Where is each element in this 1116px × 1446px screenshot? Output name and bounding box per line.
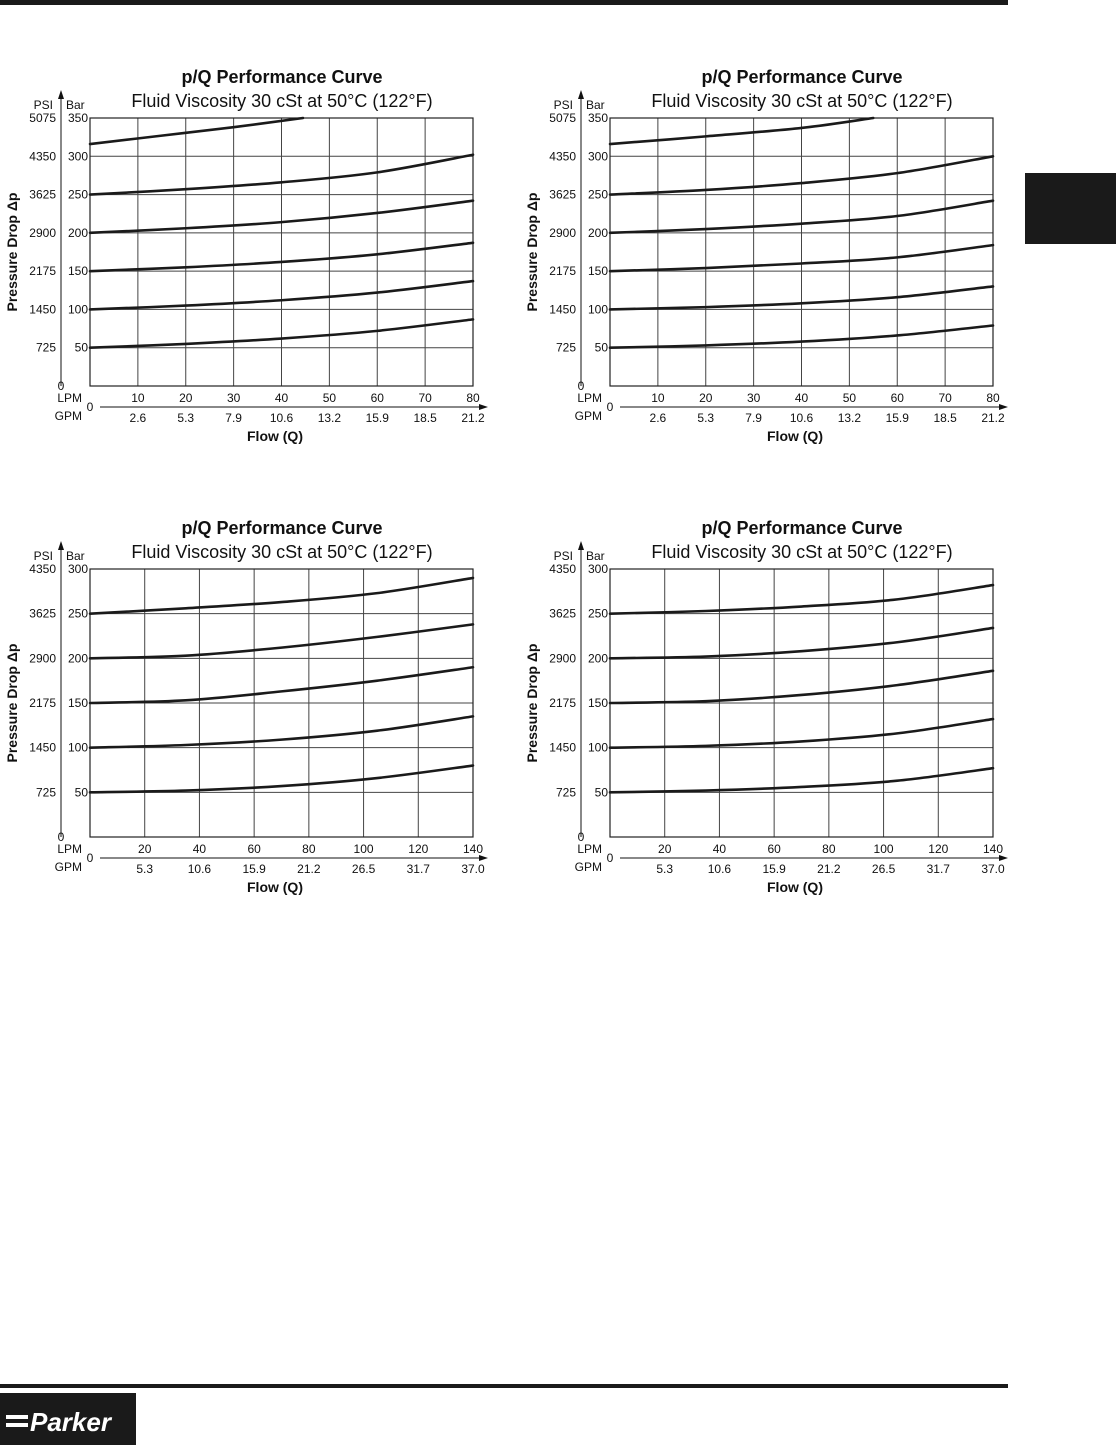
x-tick-gpm: 10.6 bbox=[269, 411, 294, 425]
x-zero-label: 0 bbox=[606, 400, 614, 414]
x-tick-gpm: 37.0 bbox=[461, 862, 485, 876]
bar-unit-label: Bar bbox=[586, 98, 605, 112]
x-tick-lpm: 80 bbox=[302, 842, 316, 856]
x-tick-gpm: 2.6 bbox=[129, 411, 147, 425]
pressure-curve-series-1 bbox=[610, 768, 993, 792]
y-tick-psi: 1450 bbox=[29, 302, 56, 317]
x-zero-label: 0 bbox=[86, 851, 94, 865]
y-tick-bar: 300 bbox=[587, 562, 608, 576]
x-zero-label: 0 bbox=[86, 400, 94, 414]
x-tick-gpm: 10.6 bbox=[187, 862, 212, 876]
pressure-curve-series-3 bbox=[610, 671, 993, 703]
x-axis-arrow-icon bbox=[479, 404, 488, 410]
y-tick-psi: 4350 bbox=[549, 149, 576, 164]
x-tick-gpm: 7.9 bbox=[225, 411, 242, 425]
y-tick-bar: 300 bbox=[67, 562, 88, 576]
x-tick-lpm: 10 bbox=[131, 391, 145, 405]
y-axis-arrow-icon bbox=[58, 90, 64, 99]
y-tick-bar: 350 bbox=[67, 111, 88, 125]
x-tick-lpm: 120 bbox=[928, 842, 949, 856]
y-tick-bar: 300 bbox=[587, 149, 608, 164]
x-tick-gpm: 5.3 bbox=[697, 411, 715, 425]
y-tick-bar: 200 bbox=[587, 651, 608, 666]
y-tick-bar: 200 bbox=[67, 225, 88, 240]
performance-chart-3 bbox=[0, 511, 500, 931]
y-zero-label: 0 bbox=[57, 830, 65, 844]
pressure-curve-series-4 bbox=[610, 628, 993, 658]
chart-subtitle: Fluid Viscosity 30 cSt at 50°C (122°F) bbox=[651, 542, 953, 562]
lpm-unit-label: LPM bbox=[577, 842, 602, 856]
psi-unit-label: PSI bbox=[33, 98, 53, 112]
y-tick-bar: 250 bbox=[587, 606, 608, 621]
x-zero-label: 0 bbox=[606, 851, 614, 865]
psi-unit-label: PSI bbox=[33, 549, 53, 563]
x-tick-lpm: 80 bbox=[466, 391, 480, 405]
y-tick-bar: 100 bbox=[587, 302, 608, 317]
x-tick-gpm: 10.6 bbox=[707, 862, 732, 876]
y-tick-psi: 4350 bbox=[549, 562, 576, 576]
y-tick-psi: 5075 bbox=[29, 111, 56, 125]
y-tick-bar: 100 bbox=[67, 302, 88, 317]
x-tick-lpm: 30 bbox=[226, 391, 241, 405]
gpm-unit-label: GPM bbox=[574, 409, 602, 423]
x-tick-gpm: 7.9 bbox=[745, 411, 762, 425]
y-tick-bar: 250 bbox=[67, 187, 88, 202]
y-tick-psi: 3625 bbox=[549, 606, 576, 621]
x-tick-gpm: 21.2 bbox=[297, 862, 321, 876]
y-tick-bar: 100 bbox=[67, 740, 88, 755]
x-tick-lpm: 20 bbox=[179, 391, 193, 405]
pressure-curve-series-2 bbox=[610, 719, 993, 748]
y-tick-psi: 2175 bbox=[29, 264, 56, 279]
y-tick-bar: 50 bbox=[594, 340, 608, 355]
x-tick-lpm: 120 bbox=[408, 842, 429, 856]
y-tick-bar: 100 bbox=[587, 740, 608, 755]
x-tick-lpm: 140 bbox=[982, 842, 1004, 856]
chart-svg bbox=[520, 60, 1020, 480]
lpm-unit-label: LPM bbox=[577, 391, 602, 405]
y-tick-psi: 725 bbox=[555, 785, 576, 800]
gpm-unit-label: GPM bbox=[54, 860, 82, 874]
chart-svg bbox=[0, 511, 500, 931]
x-tick-gpm: 5.3 bbox=[656, 862, 674, 876]
y-axis-title: Pressure Drop Δp bbox=[4, 192, 20, 312]
x-tick-gpm: 15.9 bbox=[762, 862, 786, 876]
x-tick-lpm: 40 bbox=[274, 391, 289, 405]
y-tick-psi: 4350 bbox=[29, 562, 56, 576]
x-tick-lpm: 50 bbox=[322, 391, 337, 405]
y-zero-label: 0 bbox=[57, 379, 65, 393]
psi-unit-label: PSI bbox=[553, 98, 573, 112]
x-tick-lpm: 140 bbox=[462, 842, 484, 856]
x-tick-lpm: 10 bbox=[651, 391, 665, 405]
y-tick-psi: 725 bbox=[555, 340, 576, 355]
y-tick-psi: 1450 bbox=[549, 740, 576, 755]
y-axis-title: Pressure Drop Δp bbox=[4, 643, 20, 763]
y-tick-psi: 1450 bbox=[29, 740, 56, 755]
y-tick-psi: 725 bbox=[35, 340, 56, 355]
y-tick-bar: 350 bbox=[587, 111, 608, 125]
chart-title: p/Q Performance Curve bbox=[701, 518, 903, 538]
pressure-curve-series-3 bbox=[90, 667, 473, 703]
x-tick-gpm: 13.2 bbox=[837, 411, 862, 425]
gpm-unit-label: GPM bbox=[54, 409, 82, 423]
pressure-curve-series-1 bbox=[90, 766, 473, 793]
y-tick-psi: 1450 bbox=[549, 302, 576, 317]
x-tick-gpm: 26.5 bbox=[871, 862, 896, 876]
bar-unit-label: Bar bbox=[66, 549, 85, 563]
x-tick-lpm: 20 bbox=[658, 842, 672, 856]
y-tick-psi: 2900 bbox=[29, 225, 56, 240]
chart-subtitle: Fluid Viscosity 30 cSt at 50°C (122°F) bbox=[131, 542, 433, 562]
y-axis-arrow-icon bbox=[578, 90, 584, 99]
x-axis-arrow-icon bbox=[999, 404, 1008, 410]
y-tick-psi: 2900 bbox=[549, 225, 576, 240]
x-tick-lpm: 60 bbox=[247, 842, 261, 856]
y-tick-psi: 725 bbox=[35, 785, 56, 800]
x-tick-gpm: 5.3 bbox=[136, 862, 154, 876]
x-tick-gpm: 10.6 bbox=[789, 411, 814, 425]
x-axis-title: Flow (Q) bbox=[767, 428, 823, 444]
y-axis-arrow-icon bbox=[578, 541, 584, 550]
lpm-unit-label: LPM bbox=[57, 842, 82, 856]
y-tick-psi: 3625 bbox=[549, 187, 576, 202]
psi-unit-label: PSI bbox=[553, 549, 573, 563]
y-tick-bar: 50 bbox=[594, 785, 608, 800]
y-tick-bar: 200 bbox=[587, 225, 608, 240]
chart-subtitle: Fluid Viscosity 30 cSt at 50°C (122°F) bbox=[651, 91, 953, 111]
y-tick-bar: 50 bbox=[74, 785, 88, 800]
x-tick-lpm: 80 bbox=[822, 842, 836, 856]
x-tick-lpm: 40 bbox=[192, 842, 207, 856]
y-tick-bar: 250 bbox=[67, 606, 88, 621]
y-tick-psi: 2900 bbox=[29, 651, 56, 666]
y-tick-bar: 150 bbox=[587, 696, 608, 710]
pressure-curve-series-4 bbox=[90, 624, 473, 658]
x-tick-lpm: 20 bbox=[699, 391, 713, 405]
section-tab-marker bbox=[1025, 173, 1116, 244]
y-tick-psi: 3625 bbox=[29, 606, 56, 621]
y-zero-label: 0 bbox=[577, 830, 585, 844]
y-tick-bar: 50 bbox=[74, 340, 88, 355]
performance-chart-1 bbox=[0, 60, 500, 480]
x-tick-gpm: 2.6 bbox=[649, 411, 667, 425]
y-tick-bar: 300 bbox=[67, 149, 88, 164]
pressure-curve-series-6 bbox=[610, 118, 873, 144]
y-zero-label: 0 bbox=[577, 379, 585, 393]
y-axis-title: Pressure Drop Δp bbox=[524, 192, 540, 312]
x-tick-lpm: 40 bbox=[794, 391, 809, 405]
y-axis-title: Pressure Drop Δp bbox=[524, 643, 540, 763]
x-tick-lpm: 80 bbox=[986, 391, 1000, 405]
x-axis-title: Flow (Q) bbox=[767, 879, 823, 895]
y-tick-bar: 150 bbox=[67, 696, 88, 710]
performance-chart-2 bbox=[520, 60, 1020, 480]
x-tick-lpm: 60 bbox=[370, 391, 384, 405]
x-tick-gpm: 31.7 bbox=[926, 862, 950, 876]
x-tick-gpm: 21.2 bbox=[981, 411, 1005, 425]
x-tick-gpm: 37.0 bbox=[981, 862, 1005, 876]
y-axis-arrow-icon bbox=[58, 541, 64, 550]
x-tick-lpm: 30 bbox=[746, 391, 761, 405]
x-tick-gpm: 15.9 bbox=[365, 411, 389, 425]
chart-title: p/Q Performance Curve bbox=[181, 67, 383, 87]
performance-chart-4 bbox=[520, 511, 1020, 931]
x-tick-gpm: 15.9 bbox=[242, 862, 266, 876]
x-tick-gpm: 21.2 bbox=[461, 411, 485, 425]
x-tick-gpm: 13.2 bbox=[317, 411, 342, 425]
bottom-rule bbox=[0, 1384, 1008, 1388]
pressure-curve-series-5 bbox=[90, 578, 473, 614]
x-tick-lpm: 70 bbox=[418, 391, 432, 405]
chart-svg bbox=[0, 60, 500, 480]
chart-title: p/Q Performance Curve bbox=[181, 518, 383, 538]
y-tick-psi: 2175 bbox=[29, 696, 56, 710]
pressure-curve-series-5 bbox=[610, 585, 993, 614]
x-tick-lpm: 70 bbox=[938, 391, 952, 405]
pressure-curve-series-6 bbox=[90, 118, 303, 144]
chart-svg bbox=[520, 511, 1020, 931]
gpm-unit-label: GPM bbox=[574, 860, 602, 874]
chart-title: p/Q Performance Curve bbox=[701, 67, 903, 87]
x-tick-gpm: 18.5 bbox=[933, 411, 957, 425]
top-rule bbox=[0, 0, 1008, 5]
pressure-curve-series-2 bbox=[90, 716, 473, 747]
logo-text: Parker bbox=[30, 1407, 111, 1437]
x-tick-gpm: 26.5 bbox=[351, 862, 376, 876]
y-tick-psi: 3625 bbox=[29, 187, 56, 202]
x-tick-lpm: 40 bbox=[712, 842, 727, 856]
y-tick-bar: 150 bbox=[67, 264, 88, 279]
x-tick-lpm: 50 bbox=[842, 391, 857, 405]
bar-unit-label: Bar bbox=[66, 98, 85, 112]
chart-subtitle: Fluid Viscosity 30 cSt at 50°C (122°F) bbox=[131, 91, 433, 111]
y-tick-bar: 150 bbox=[587, 264, 608, 279]
y-tick-psi: 2900 bbox=[549, 651, 576, 666]
x-axis-title: Flow (Q) bbox=[247, 428, 303, 444]
x-tick-gpm: 18.5 bbox=[413, 411, 437, 425]
x-axis-title: Flow (Q) bbox=[247, 879, 303, 895]
y-tick-psi: 4350 bbox=[29, 149, 56, 164]
y-tick-psi: 2175 bbox=[549, 264, 576, 279]
x-tick-lpm: 100 bbox=[873, 842, 894, 856]
x-tick-gpm: 15.9 bbox=[885, 411, 909, 425]
lpm-unit-label: LPM bbox=[57, 391, 82, 405]
x-tick-lpm: 60 bbox=[890, 391, 904, 405]
x-tick-lpm: 60 bbox=[767, 842, 781, 856]
x-tick-gpm: 31.7 bbox=[406, 862, 430, 876]
y-tick-bar: 250 bbox=[587, 187, 608, 202]
y-tick-psi: 2175 bbox=[549, 696, 576, 710]
x-tick-gpm: 21.2 bbox=[817, 862, 841, 876]
parker-logo bbox=[0, 1393, 136, 1445]
bar-unit-label: Bar bbox=[586, 549, 605, 563]
x-tick-lpm: 20 bbox=[138, 842, 152, 856]
x-tick-lpm: 100 bbox=[353, 842, 374, 856]
y-tick-psi: 5075 bbox=[549, 111, 576, 125]
y-tick-bar: 200 bbox=[67, 651, 88, 666]
x-tick-gpm: 5.3 bbox=[177, 411, 195, 425]
